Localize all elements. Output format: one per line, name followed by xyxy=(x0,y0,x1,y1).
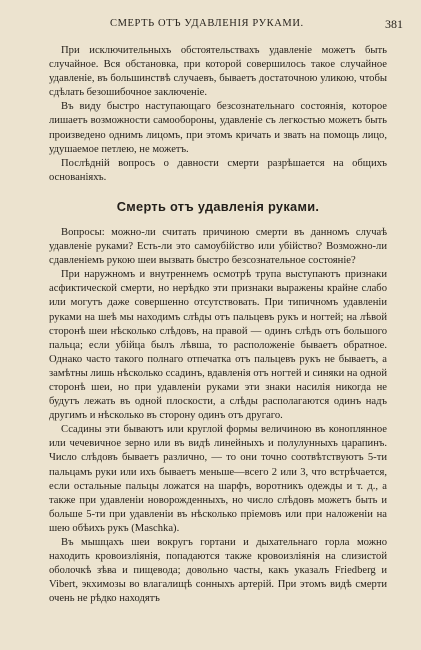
paragraph-hemorrhages: Въ мышцахъ шеи вокругъ гортани и дыхательнаго горла можно находить кровоизліянія, попадаются также кровоизліянія на слизистой оболочкѣ зѣва и пищевода; довольно часты, какъ указалъ Friedberg и Vibert, экхимозы во влагалищѣ сонныхъ артерій. При этомъ видѣ смерти очень не рѣдко находятъ xyxy=(49,537,387,605)
paragraph-abrasions: Ссадины эти бываютъ или круглой формы величиною въ коноплянное или чечевичное зерно или въ видѣ линейныхъ и полулунныхъ царапинъ. Число слѣдовъ бываетъ различно, — то они точно соотвѣтствуютъ 5-ти пальцамъ руки или ихъ бываетъ меньше—всего 2 или 3, что встрѣчается, если остальные пальцы ложатся на шарфъ, воротникъ одежды и т. д., а также при удавленіи новорожденныхъ, но число слѣдовъ можетъ быть и больше 5-ти при удавленіи въ нѣсколько пріемовъ или при наложеніи на шею обѣихъ рукъ (Maschka). xyxy=(49,424,387,534)
page-number: 381 xyxy=(385,17,403,31)
body-text xyxy=(49,44,387,606)
running-title: СМЕРТЬ ОТЪ УДАВЛЕНІЯ РУКАМИ. xyxy=(110,18,304,29)
paragraph-accidental-strangulation: При исключительныхъ обстоятельствахъ удавленіе можетъ быть случайное. Вся обстановка, при которой совершилось такое случайное удавленіе, въ большинствѣ случаевъ, бываетъ достаточною уликою, чтобы сдѣлать безошибочное заключеніе. xyxy=(49,45,387,99)
paragraph-external-examination: При наружномъ и внутреннемъ осмотрѣ трупа выступаютъ признаки асфиктической смерти, но нерѣдко эти признаки выражены крайне слабо или могутъ даже совершенно отсутствовать. При типичномъ удавленіи руками на шеѣ мы находимъ слѣды отъ пальцевъ рукъ и ногтей; на лѣвой сторонѣ шеи нѣсколько слѣдовъ, на правой — одинъ слѣдъ отъ большого пальца; если убійца былъ лѣвша, то расположеніе бываетъ обратное. Однако часто такого полнаго отпечатка отъ пальцевъ рукъ не бываетъ, а замѣтны лишь нѣсколько ссадинъ, вдавленія отъ ногтей и синяки на одной сторонѣ шеи, но при удавленіи руками эти знаки насилія никогда не будутъ лежать въ одной плоскости, а слѣды располагаются одинъ надъ другимъ и нѣсколько въ сторону одинъ отъ другаго. xyxy=(49,269,387,422)
paragraph-time-of-death: Послѣдній вопросъ о давности смерти разрѣшается на общихъ основаніяхъ. xyxy=(49,157,387,183)
paragraph-questions: Вопросы: можно-ли считать причиною смерти въ данномъ случаѣ удавленіе руками? Есть-ли это самоубійство или убійство? Возможно-ли сдавленіемъ рукою шеи вызвать быстро безсознательное состояніе? xyxy=(49,226,387,267)
running-head xyxy=(0,18,421,32)
section-heading: Смерть отъ удавленія руками. xyxy=(116,198,320,214)
paragraph-unconsciousness: Въ виду быстро наступающаго безсознательнаго состоянія, которое лишаетъ возможности самообороны, удавленіе съ легкостью можетъ быть произведено однимъ лицомъ, при этомъ кричать и звать на помощь лицо, удушаемое петлею, не можетъ. xyxy=(49,101,387,155)
